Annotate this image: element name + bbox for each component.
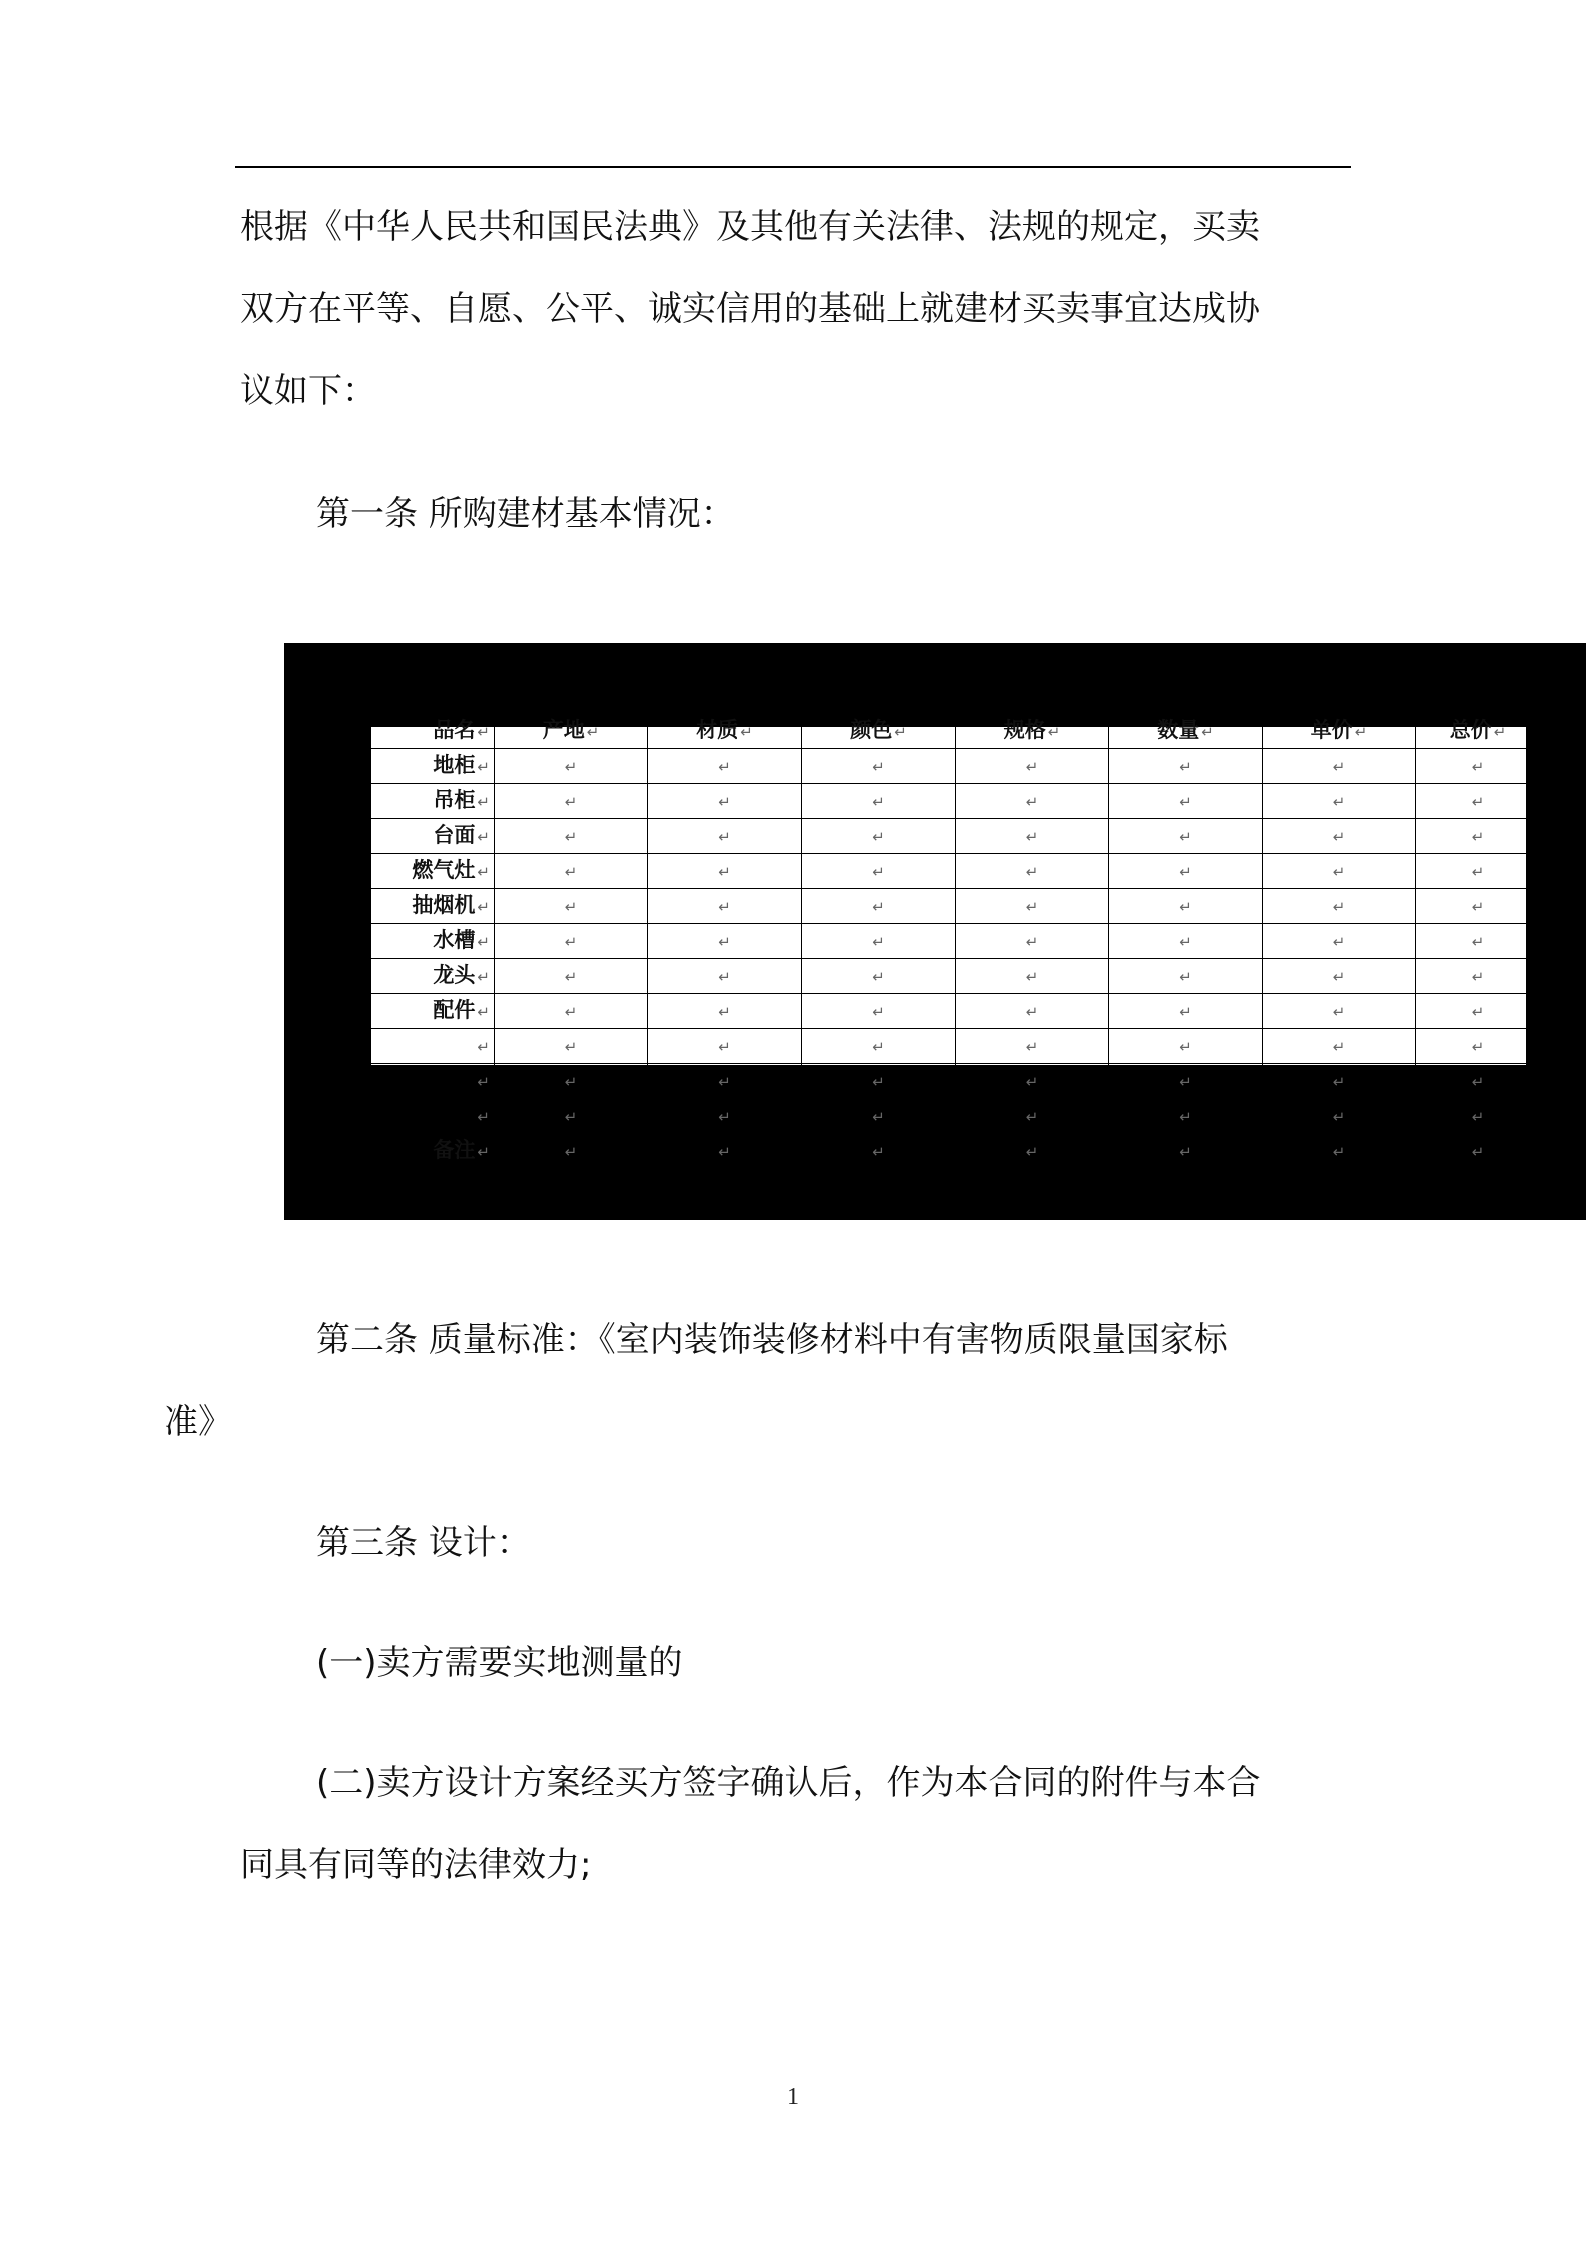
table-cell [648,994,802,1029]
table-cell [1263,1134,1416,1169]
return-mark-icon: ↵ [1493,723,1507,741]
header-rule [235,166,1351,168]
return-mark-icon: ↵ [1179,1038,1192,1056]
table-cell [956,1029,1109,1064]
intro-line-2: 双方在平等、自愿、公平、诚实信用的基础上就建材买卖事宜达成协 [240,289,1260,329]
return-mark-icon: ↵ [872,1038,885,1056]
table-cell [1416,959,1541,994]
return-mark-icon: ↵ [1047,723,1061,741]
table-row-name: 配件 [433,997,476,1022]
table-cell [802,1029,956,1064]
table-cell [1263,854,1416,889]
table-cell [802,1134,956,1169]
table-cell [1416,854,1541,889]
return-mark-icon: ↵ [477,1108,490,1126]
table-header-label: 品名 [433,717,476,742]
materials-table [370,713,1541,1169]
return-mark-icon: ↵ [718,968,731,986]
table-cell [1263,1099,1416,1134]
table-header-cell [1416,714,1541,749]
return-mark-icon: ↵ [564,1003,578,1021]
return-mark-icon: ↵ [718,933,731,951]
return-mark-icon: ↵ [477,793,490,811]
return-mark-icon: ↵ [564,1038,578,1056]
table-cell [956,1064,1109,1099]
materials-table-sheet [370,717,1526,1162]
return-mark-icon: ↵ [1332,1108,1346,1126]
table-cell [648,959,802,994]
table-cell [1416,819,1541,854]
return-mark-icon: ↵ [1179,898,1192,916]
table-cell [1263,819,1416,854]
return-mark-icon: ↵ [1332,1143,1346,1161]
return-mark-icon: ↵ [872,1108,885,1126]
table-cell [648,1029,802,1064]
table-cell [495,889,648,924]
table-cell [1416,1029,1541,1064]
table-row [371,1029,1541,1064]
return-mark-icon: ↵ [1179,863,1192,881]
table-cell [495,959,648,994]
table-header-label: 数量 [1157,717,1200,742]
return-mark-icon: ↵ [718,1143,731,1161]
return-mark-icon: ↵ [1332,1003,1346,1021]
return-mark-icon: ↵ [1025,1143,1039,1161]
table-cell [1416,1134,1541,1169]
table-row-name-cell [371,889,495,924]
table-cell [802,959,956,994]
return-mark-icon: ↵ [1179,793,1192,811]
table-row [371,924,1541,959]
return-mark-icon: ↵ [1471,1038,1485,1056]
table-row-name-cell [371,749,495,784]
return-mark-icon: ↵ [872,933,885,951]
table-cell [495,1029,648,1064]
item-2-line-1: (二)卖方设计方案经买方签字确认后，作为本合同的附件与本合 [316,1763,1261,1803]
table-cell [956,889,1109,924]
table-header-cell [648,714,802,749]
table-row [371,1134,1541,1169]
table-header-label: 单价 [1310,717,1353,742]
return-mark-icon: ↵ [1332,863,1346,881]
return-mark-icon: ↵ [1471,1143,1485,1161]
table-cell [1263,749,1416,784]
table-cell [495,1134,648,1169]
table-cell [648,889,802,924]
return-mark-icon: ↵ [1179,1143,1192,1161]
return-mark-icon: ↵ [1179,968,1192,986]
table-cell [1109,784,1263,819]
table-row-name-cell [371,1029,495,1064]
return-mark-icon: ↵ [718,793,731,811]
table-row-name: 地柜 [433,752,476,777]
return-mark-icon: ↵ [1179,1108,1192,1126]
table-cell [648,1099,802,1134]
table-cell [802,1099,956,1134]
return-mark-icon: ↵ [1025,1108,1039,1126]
return-mark-icon: ↵ [1179,933,1192,951]
table-header-cell [956,714,1109,749]
intro-line-1: 根据《中华人民共和国民法典》及其他有关法律、法规的规定，买卖 [240,207,1260,247]
table-header-cell [495,714,648,749]
table-cell [1263,994,1416,1029]
return-mark-icon: ↵ [718,1073,731,1091]
table-cell [1416,1099,1541,1134]
return-mark-icon: ↵ [872,1003,885,1021]
table-cell [1416,784,1541,819]
return-mark-icon: ↵ [1332,968,1346,986]
table-cell [1263,924,1416,959]
table-cell [495,924,648,959]
table-cell [1263,959,1416,994]
return-mark-icon: ↵ [872,828,885,846]
return-mark-icon: ↵ [1179,1003,1192,1021]
table-row-name: 抽烟机 [412,892,476,917]
table-cell [1263,889,1416,924]
return-mark-icon: ↵ [1471,933,1485,951]
return-mark-icon: ↵ [1471,828,1485,846]
return-mark-icon: ↵ [718,758,731,776]
table-header-label: 总价 [1449,717,1492,742]
table-cell [1416,749,1541,784]
table-cell [802,994,956,1029]
table-cell [956,924,1109,959]
table-cell [495,819,648,854]
table-cell [802,1064,956,1099]
table-header-cell [1109,714,1263,749]
table-cell [1109,1134,1263,1169]
table-row-name: 水槽 [433,927,476,952]
table-cell [648,1134,802,1169]
table-row [371,749,1541,784]
table-cell [1416,1064,1541,1099]
return-mark-icon: ↵ [718,863,731,881]
table-cell [648,749,802,784]
table-row-name-cell [371,784,495,819]
return-mark-icon: ↵ [1471,898,1485,916]
item-2-line-2: 同具有同等的法律效力; [240,1845,592,1885]
table-header-cell [802,714,956,749]
return-mark-icon: ↵ [1332,793,1346,811]
return-mark-icon: ↵ [1332,828,1346,846]
return-mark-icon: ↵ [1025,968,1039,986]
table-cell [495,1064,648,1099]
return-mark-icon: ↵ [564,898,578,916]
return-mark-icon: ↵ [564,828,578,846]
table-row-name-cell [371,854,495,889]
table-cell [1109,749,1263,784]
return-mark-icon: ↵ [564,933,578,951]
table-cell [648,924,802,959]
return-mark-icon: ↵ [477,1073,490,1091]
table-header-cell [371,714,495,749]
return-mark-icon: ↵ [1025,1038,1039,1056]
table-cell [1263,784,1416,819]
table-cell [1109,819,1263,854]
intro-line-3: 议如下： [240,371,376,411]
table-cell [802,854,956,889]
table-cell [1109,889,1263,924]
return-mark-icon: ↵ [1025,758,1039,776]
page-number: 1 [787,2084,799,2110]
return-mark-icon: ↵ [1179,828,1192,846]
table-cell [1416,924,1541,959]
table-cell [1263,1029,1416,1064]
return-mark-icon: ↵ [564,758,578,776]
table-header-label: 规格 [1003,717,1046,742]
table-row-name: 台面 [433,822,476,847]
table-row-name-cell [371,1134,495,1169]
materials-table-image [284,643,1586,1220]
table-row [371,819,1541,854]
table-cell [1263,1064,1416,1099]
return-mark-icon: ↵ [872,793,885,811]
return-mark-icon: ↵ [477,1038,490,1056]
table-cell [1416,889,1541,924]
table-cell [956,959,1109,994]
return-mark-icon: ↵ [872,1143,885,1161]
table-cell [956,1099,1109,1134]
return-mark-icon: ↵ [1471,863,1485,881]
table-header-cell [1263,714,1416,749]
return-mark-icon: ↵ [872,758,885,776]
return-mark-icon: ↵ [1025,933,1039,951]
return-mark-icon: ↵ [1025,1073,1039,1091]
article-2-line-1: 第二条 质量标准：《室内装饰装修材料中有害物质限量国家标 [316,1320,1228,1360]
table-cell [802,749,956,784]
return-mark-icon: ↵ [564,1143,578,1161]
table-cell [1109,924,1263,959]
return-mark-icon: ↵ [564,793,578,811]
table-header-label: 产地 [542,717,585,742]
return-mark-icon: ↵ [477,968,490,986]
table-cell [956,994,1109,1029]
return-mark-icon: ↵ [718,898,731,916]
table-cell [648,854,802,889]
item-2-paragraph [240,1742,1350,1906]
table-cell [495,784,648,819]
table-row-name: 吊柜 [433,787,476,812]
return-mark-icon: ↵ [740,723,753,741]
table-cell [495,854,648,889]
table-header-label: 颜色 [850,717,893,742]
table-cell [1109,854,1263,889]
return-mark-icon: ↵ [564,1073,578,1091]
table-cell [1109,1064,1263,1099]
table-cell [648,819,802,854]
return-mark-icon: ↵ [1332,1073,1346,1091]
table-header-row [371,714,1541,749]
table-cell [802,889,956,924]
return-mark-icon: ↵ [1332,1038,1346,1056]
return-mark-icon: ↵ [718,1108,731,1126]
table-row-name: 备注 [433,1137,476,1162]
table-cell [956,819,1109,854]
table-row-name-cell [371,1064,495,1099]
article-3-title: 第三条 设计： [316,1523,531,1563]
article-2-line-2: 准》 [164,1402,232,1442]
return-mark-icon: ↵ [1179,1073,1192,1091]
table-row-name: 燃气灶 [412,857,476,882]
table-cell [495,994,648,1029]
return-mark-icon: ↵ [477,898,490,916]
table-row-name-cell [371,1099,495,1134]
return-mark-icon: ↵ [1471,793,1485,811]
return-mark-icon: ↵ [477,863,490,881]
return-mark-icon: ↵ [872,1073,885,1091]
table-row [371,994,1541,1029]
return-mark-icon: ↵ [1354,723,1368,741]
table-header-label: 材质 [696,717,739,742]
return-mark-icon: ↵ [872,968,885,986]
return-mark-icon: ↵ [718,1038,731,1056]
table-cell [802,819,956,854]
table-row-name-cell [371,819,495,854]
return-mark-icon: ↵ [1025,898,1039,916]
return-mark-icon: ↵ [1025,1003,1039,1021]
return-mark-icon: ↵ [1025,863,1039,881]
table-cell [648,784,802,819]
return-mark-icon: ↵ [477,828,490,846]
return-mark-icon: ↵ [1471,968,1485,986]
table-cell [1109,1029,1263,1064]
return-mark-icon: ↵ [872,863,885,881]
return-mark-icon: ↵ [718,1003,731,1021]
return-mark-icon: ↵ [1471,1073,1485,1091]
table-row-name-cell [371,924,495,959]
table-cell [1109,1099,1263,1134]
return-mark-icon: ↵ [1332,898,1346,916]
return-mark-icon: ↵ [586,723,600,741]
return-mark-icon: ↵ [564,1108,578,1126]
return-mark-icon: ↵ [894,723,907,741]
return-mark-icon: ↵ [477,1143,490,1161]
return-mark-icon: ↵ [477,758,490,776]
item-1: (一)卖方需要实地测量的 [316,1643,683,1683]
table-cell [956,854,1109,889]
table-cell [495,749,648,784]
return-mark-icon: ↵ [477,933,490,951]
table-cell [1109,959,1263,994]
article-1-title: 第一条 所购建材基本情况： [316,494,735,534]
table-cell [802,924,956,959]
return-mark-icon: ↵ [1201,723,1214,741]
intro-paragraph [240,186,1350,432]
table-cell [1416,994,1541,1029]
table-row [371,784,1541,819]
table-row [371,1099,1541,1134]
table-row [371,889,1541,924]
return-mark-icon: ↵ [564,863,578,881]
table-row-name-cell [371,994,495,1029]
table-row [371,1064,1541,1099]
table-cell [1109,994,1263,1029]
table-cell [648,1064,802,1099]
return-mark-icon: ↵ [1471,1003,1485,1021]
article-2-paragraph [164,1299,1350,1463]
return-mark-icon: ↵ [1332,758,1346,776]
return-mark-icon: ↵ [1025,793,1039,811]
table-cell [956,1134,1109,1169]
table-cell [956,749,1109,784]
table-row [371,959,1541,994]
return-mark-icon: ↵ [1471,1108,1485,1126]
return-mark-icon: ↵ [872,898,885,916]
return-mark-icon: ↵ [1179,758,1192,776]
table-row-name-cell [371,959,495,994]
return-mark-icon: ↵ [477,723,490,741]
table-cell [956,784,1109,819]
return-mark-icon: ↵ [718,828,731,846]
table-row-name: 龙头 [433,962,476,987]
return-mark-icon: ↵ [1025,828,1039,846]
return-mark-icon: ↵ [1471,758,1485,776]
table-cell [802,784,956,819]
return-mark-icon: ↵ [477,1003,490,1021]
table-row [371,854,1541,889]
table-cell [495,1099,648,1134]
return-mark-icon: ↵ [1332,933,1346,951]
return-mark-icon: ↵ [564,968,578,986]
